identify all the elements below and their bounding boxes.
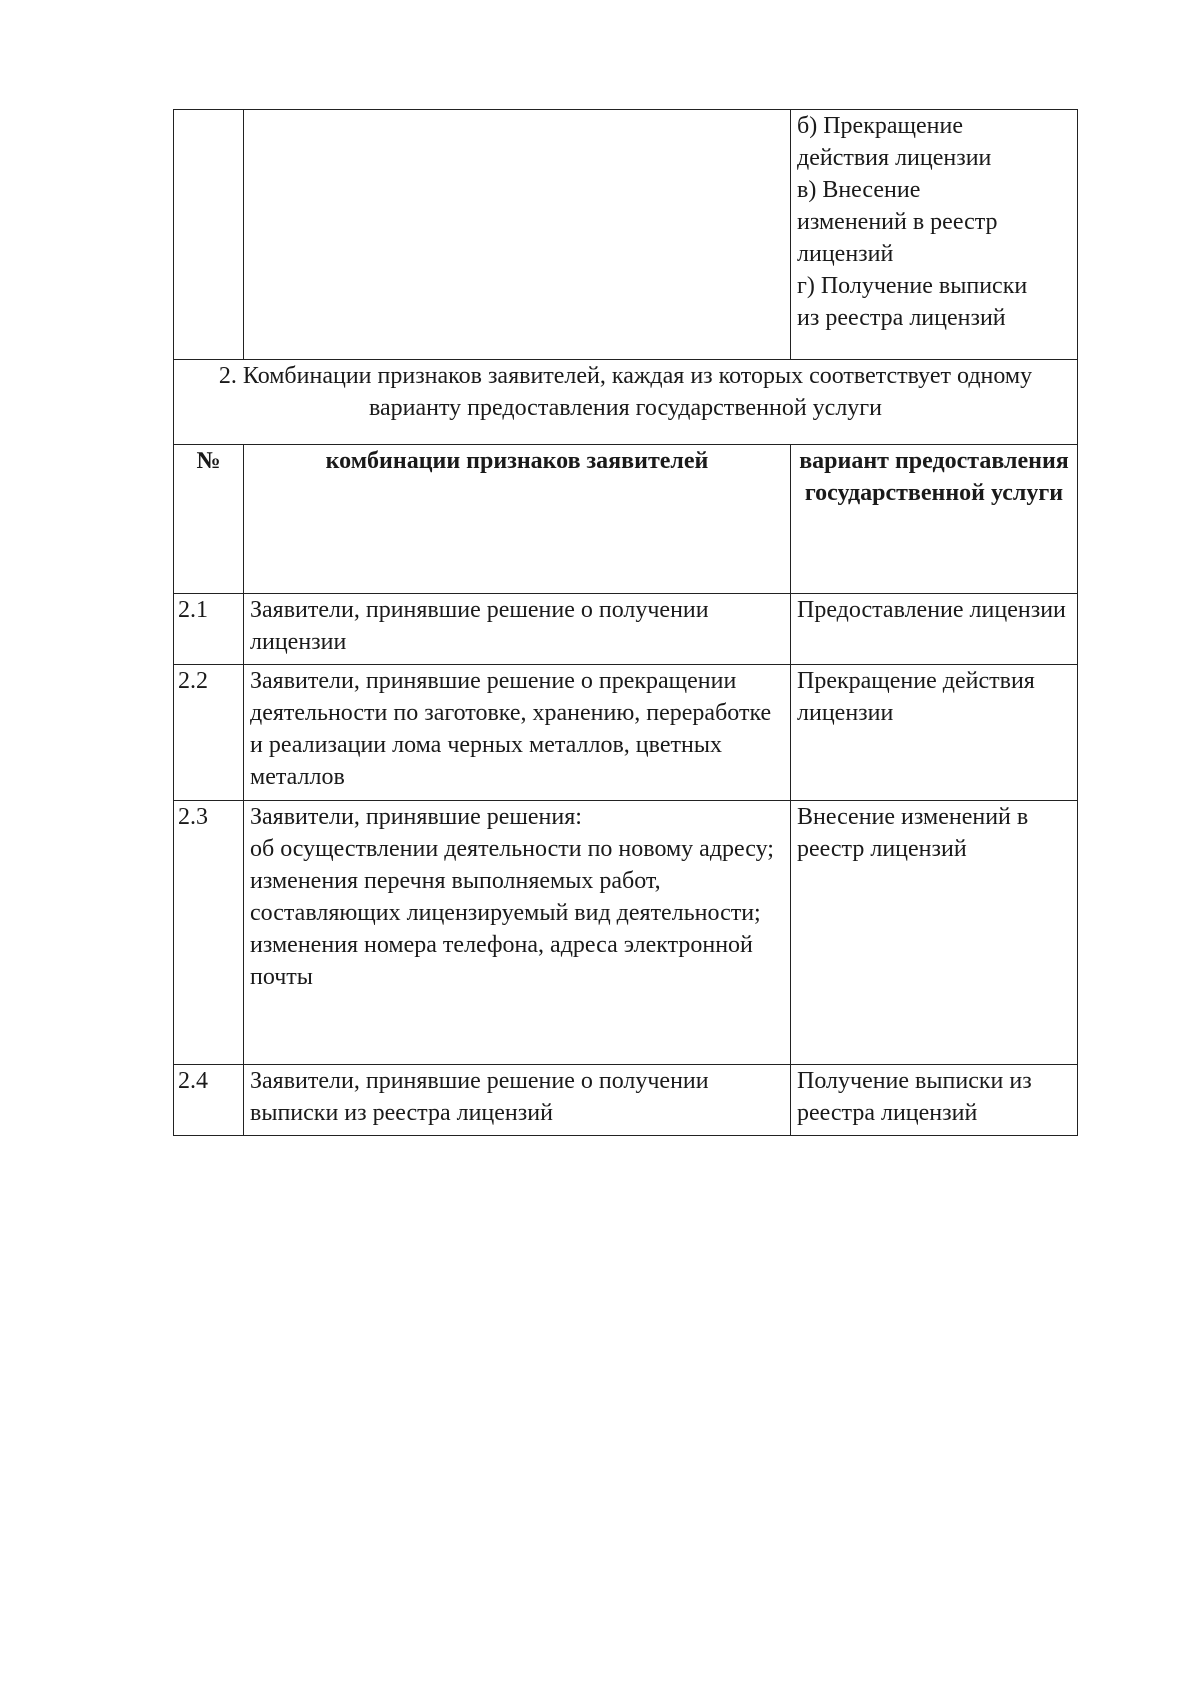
row-variant: Внесение изменений в реестр лицензий xyxy=(791,801,1078,1065)
row-variant: Предоставление лицензии xyxy=(791,594,1078,665)
row-number: 2.4 xyxy=(174,1065,244,1136)
row-variant: Получение выписки из реестра лицензий xyxy=(791,1065,1078,1136)
section-title-row xyxy=(174,360,1078,445)
section-title: 2. Комбинации признаков заявителей, каждая из которых соответствует одному варианту предоставления государственной услуги xyxy=(174,360,1078,445)
table-header-row xyxy=(174,445,1078,594)
table-row xyxy=(174,801,1078,1065)
row-variant: Прекращение действия лицензии xyxy=(791,665,1078,801)
row-number: 2.3 xyxy=(174,801,244,1065)
row-combination: Заявители, принявшие решения: об осуществлении деятельности по новому адресу; изменения перечня выполняемых работ, составляющих лицензируемый вид деятельности; изменения номера телефона, адреса электронной почты xyxy=(244,801,791,1065)
header-combination: комбинации признаков заявителей xyxy=(244,445,791,594)
empty-cell xyxy=(244,110,791,360)
header-variant: вариант предоставления государственной услуги xyxy=(791,445,1078,594)
row-number: 2.1 xyxy=(174,594,244,665)
row-combination: Заявители, принявшие решение о прекращении деятельности по заготовке, хранению, переработке и реализации лома черных металлов, цветных металлов xyxy=(244,665,791,801)
table-row xyxy=(174,594,1078,665)
empty-cell xyxy=(174,110,244,360)
row-number: 2.2 xyxy=(174,665,244,801)
table-row xyxy=(174,1065,1078,1136)
table-row xyxy=(174,665,1078,801)
row-combination: Заявители, принявшие решение о получении лицензии xyxy=(244,594,791,665)
variant-list-cell: б) Прекращение действия лицензии в) Внесение изменений в реестр лицензий г) Получение выписки из реестра лицензий xyxy=(791,110,1078,360)
header-num: № xyxy=(174,445,244,594)
services-table xyxy=(173,109,1078,1136)
row-combination: Заявители, принявшие решение о получении выписки из реестра лицензий xyxy=(244,1065,791,1136)
table-row-continuation xyxy=(174,110,1078,360)
